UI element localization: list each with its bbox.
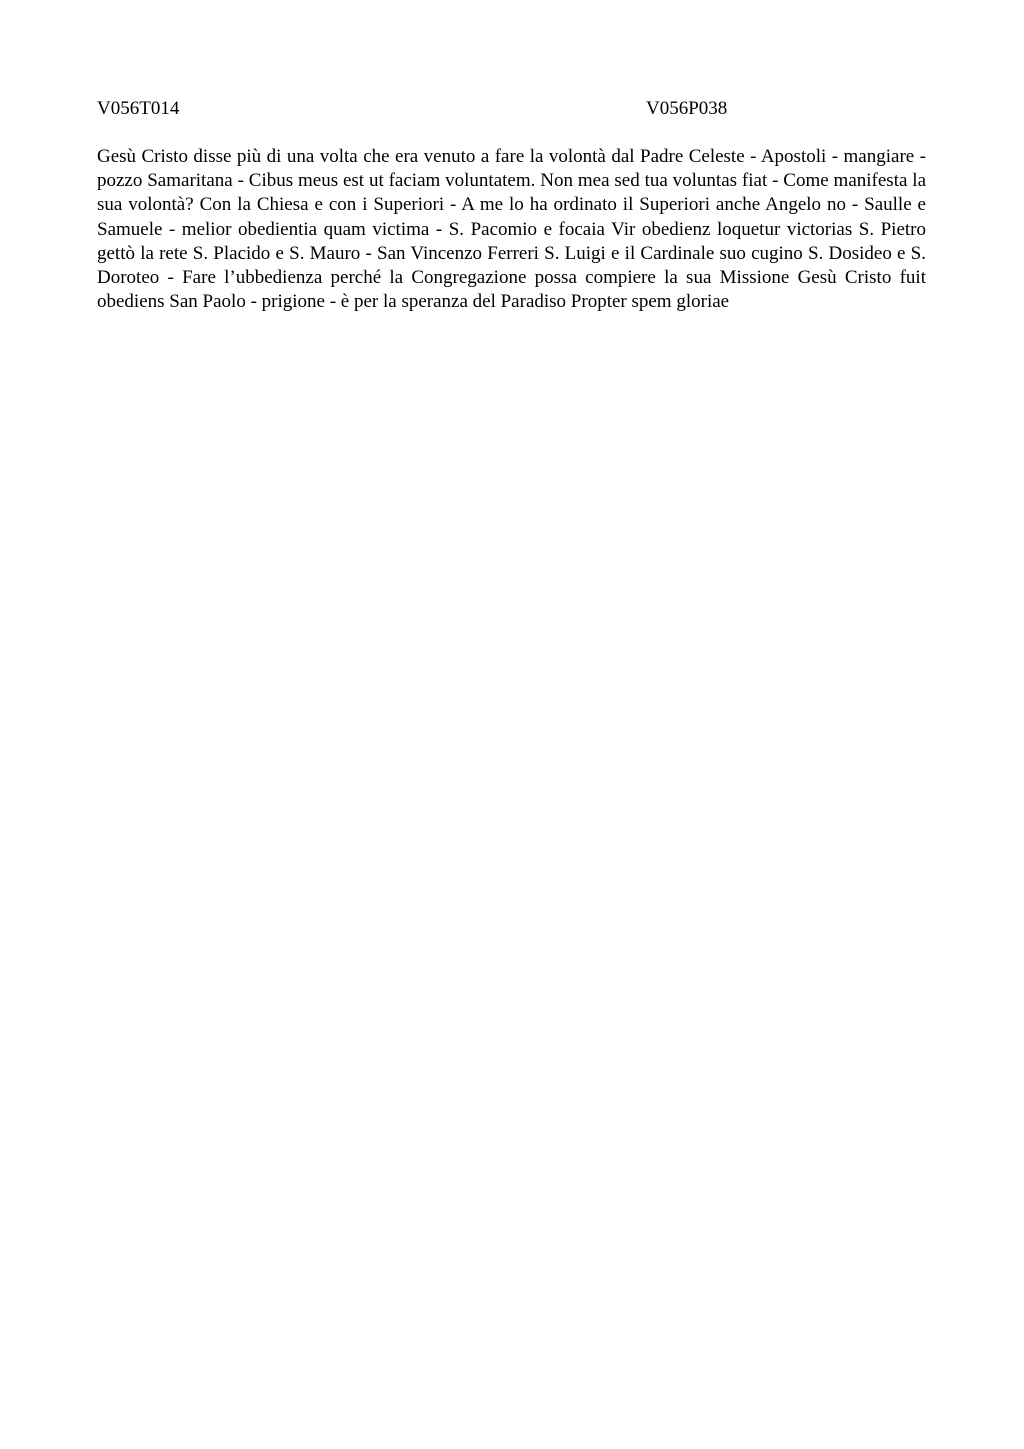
body-paragraph: Gesù Cristo disse più di una volta che era venuto a fare la volontà dal Padre Celeste - Apostoli - mangiare - pozzo Samaritana - Cibus meus est ut faciam voluntatem. Non mea sed tua voluntas fiat - Come manifesta la sua volontà? Con la Chiesa e con i Superiori - A me lo ha ordinato il Superiori anche Angelo no - Saulle e Samuele - melior obedientia quam victima - S. Pacomio e focaia Vir obedienz loquetur victorias S. Pietro gettò la rete S. Placido e S. Mauro - San Vincenzo Ferreri S. Luigi e il Cardinale suo cugino S. Dosideo e S. Doroteo - Fare l’ubbedienza perché la Congregazione possa compiere la sua Missione Gesù Cristo fuit obediens San Paolo - prigione - è per la speranza del Paradiso Propter spem gloriae: [97, 146, 926, 313]
document-code-left: V056T014: [97, 98, 180, 119]
document-code-right: V056P038: [646, 98, 728, 119]
document-header: [97, 96, 926, 122]
document-page: [97, 96, 926, 314]
